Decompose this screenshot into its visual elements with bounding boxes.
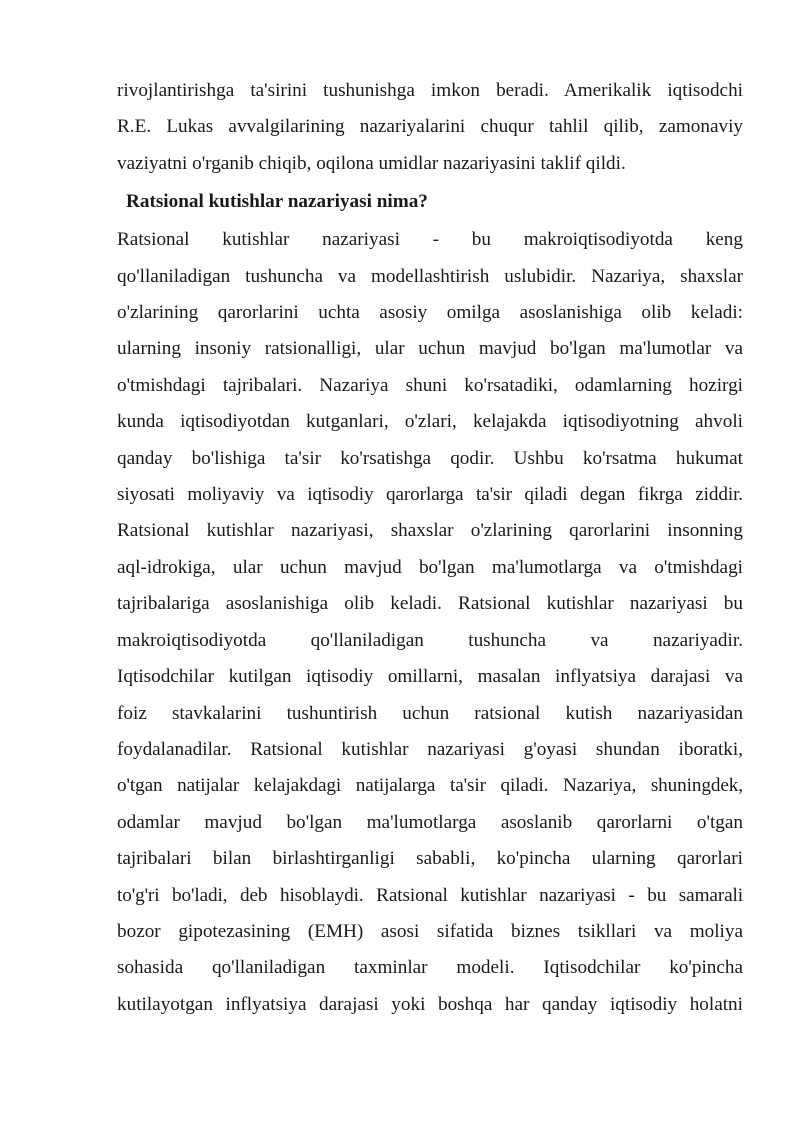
body-line: makroiqtisodiyotda qo'llaniladigan tushuncha va nazariyadir. (117, 629, 743, 651)
body-line: ularning insoniy ratsionalligi, ular uchun mavjud bo'lgan ma'lumotlar va (117, 338, 743, 360)
body-line: siyosati moliyaviy va iqtisodiy qarorlarga ta'sir qiladi degan fikrga ziddir. (117, 484, 743, 506)
body-line: Ratsional kutishlar nazariyasi, shaxslar o'zlarining qarorlarini insonning (117, 520, 743, 542)
section-heading: Ratsional kutishlar nazariyasi nima? (126, 191, 428, 213)
body-line: kunda iqtisodiyotdan kutganlari, o'zlari, kelajakda iqtisodiyotning ahvoli (117, 411, 743, 433)
body-line: foydalanadilar. Ratsional kutishlar nazariyasi g'oyasi shundan iboratki, (117, 738, 743, 760)
body-line: o'zlarining qarorlarini uchta asosiy omilga asoslanishiga olib keladi: (117, 302, 743, 324)
body-line: Iqtisodchilar kutilgan iqtisodiy omillarni, masalan inflyatsiya darajasi va (117, 666, 743, 688)
intro-line: R.E. Lukas avvalgilarining nazariyalarini chuqur tahlil qilib, zamonaviy (117, 116, 743, 138)
body-line: qo'llaniladigan tushuncha va modellashtirish uslubidir. Nazariya, shaxslar (117, 265, 743, 287)
body-line: Ratsional kutishlar nazariyasi - bu makroiqtisodiyotda keng (117, 229, 743, 251)
body-line: bozor gipotezasining (EMH) asosi sifatida biznes tsikllari va moliya (117, 920, 743, 942)
intro-line: rivojlantirishga ta'sirini tushunishga imkon beradi. Amerikalik iqtisodchi (117, 80, 743, 101)
body-line: odamlar mavjud bo'lgan ma'lumotlarga asoslanib qarorlarni o'tgan (117, 811, 743, 833)
body-line: foiz stavkalarini tushuntirish uchun ratsional kutish nazariyasidan (117, 702, 743, 724)
body-line: tajribalari bilan birlashtirganligi sababli, ko'pincha ularning qarorlari (117, 848, 743, 870)
body-line: o'tmishdagi tajribalari. Nazariya shuni ko'rsatadiki, odamlarning hozirgi (117, 374, 743, 396)
document-body (117, 73, 743, 1023)
body-line: to'g'ri bo'ladi, deb hisoblaydi. Ratsional kutishlar nazariyasi - bu samarali (117, 884, 743, 906)
body-line: o'tgan natijalar kelajakdagi natijalarga ta'sir qiladi. Nazariya, shuningdek, (117, 775, 743, 797)
intro-line: vaziyatni o'rganib chiqib, oqilona umidlar nazariyasini taklif qildi. (117, 152, 626, 174)
body-line: aql-idrokiga, ular uchun mavjud bo'lgan ma'lumotlarga va o'tmishdagi (117, 556, 743, 578)
body-line: qanday bo'lishiga ta'sir ko'rsatishga qodir. Ushbu ko'rsatma hukumat (117, 447, 743, 469)
body-line: sohasida qo'llaniladigan taxminlar modeli. Iqtisodchilar ko'pincha (117, 957, 743, 979)
body-line: kutilayotgan inflyatsiya darajasi yoki boshqa har qanday iqtisodiy holatni (117, 993, 743, 1015)
body-line: tajribalariga asoslanishiga olib keladi. Ratsional kutishlar nazariyasi bu (117, 593, 743, 615)
